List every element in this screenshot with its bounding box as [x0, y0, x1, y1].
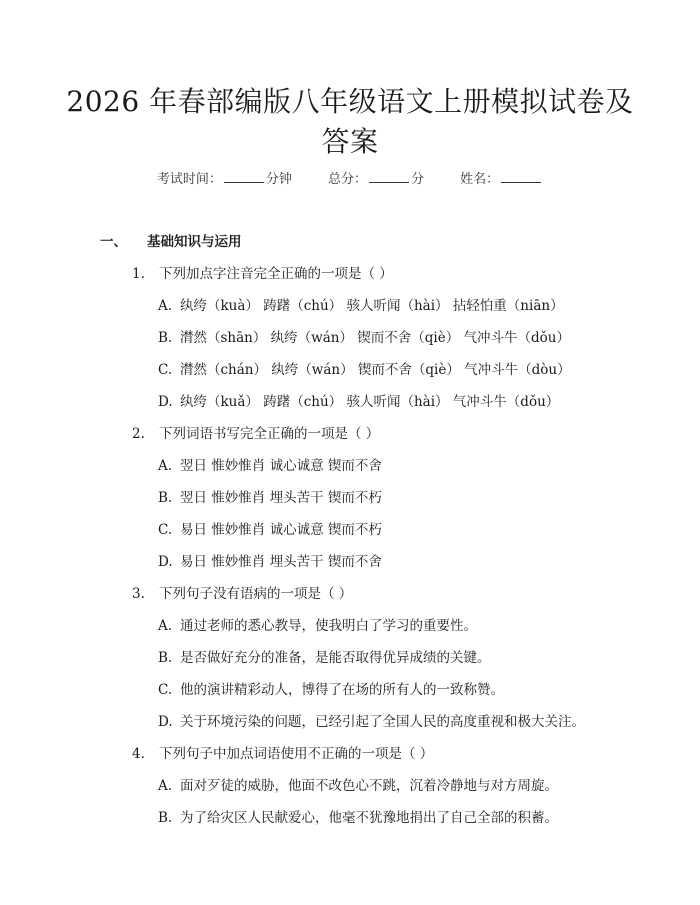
student-name-field — [460, 168, 543, 187]
option-text: 潸然（chán） 纨绔（wán） 锲而不舍（qiè） 气冲斗牛（dòu） — [180, 362, 571, 378]
option-label: C. — [158, 522, 173, 538]
exam-time-field — [157, 168, 292, 187]
option-text: 是否做好充分的准备，是能否取得优异成绩的关键。 — [180, 650, 491, 666]
question-3 — [132, 582, 352, 602]
question-text: 下列加点字注音完全正确的一项是（ ） — [159, 266, 393, 282]
question-4-option-a — [158, 774, 558, 794]
student-name-blank — [501, 170, 541, 183]
question-text: 下列词语书写完全正确的一项是（ ） — [159, 426, 380, 442]
question-4-option-b — [158, 806, 558, 826]
option-label: C. — [158, 362, 173, 378]
option-text: 易日 惟妙惟肖 埋头苦干 锲而不舍 — [180, 554, 382, 570]
total-score-label: 总分： — [327, 172, 367, 187]
exam-time-unit: 分钟 — [265, 172, 292, 187]
exam-time-blank — [224, 170, 264, 183]
total-score-blank — [369, 170, 409, 183]
question-1-option-d — [158, 390, 559, 410]
option-text: 为了给灾区人民献爱心，他毫不犹豫地捐出了自己全部的积蓄。 — [180, 810, 558, 826]
section-heading — [100, 230, 242, 250]
option-label: A. — [158, 298, 173, 314]
option-label: B. — [158, 490, 173, 506]
question-1-option-a — [158, 294, 564, 314]
question-2-option-d — [158, 550, 382, 570]
option-label: B. — [158, 650, 173, 666]
total-score-unit: 分 — [411, 172, 425, 187]
option-label: D. — [158, 714, 173, 730]
option-label: B. — [158, 330, 173, 346]
option-text: 关于环境污染的问题，已经引起了全国人民的高度重视和极大关注。 — [180, 714, 585, 730]
option-text: 翌日 惟妙惟肖 诚心诚意 锲而不舍 — [180, 458, 382, 474]
question-number: 1. — [132, 266, 145, 282]
total-score-field — [328, 168, 424, 187]
exam-info-row — [0, 168, 700, 187]
exam-title-line1: 2026 年春部编版八年级语文上册模拟试卷及 — [66, 85, 634, 118]
exam-time-label: 考试时间： — [156, 172, 222, 187]
option-label: C. — [158, 682, 173, 698]
question-text: 下列句子没有语病的一项是（ ） — [159, 586, 353, 602]
question-number: 4. — [132, 746, 145, 762]
option-label: D. — [158, 554, 173, 570]
option-text: 纨绔（kuà） 踌躇（chú） 骇人听闻（hài） 拈轻怕重（niān） — [180, 298, 564, 314]
question-3-option-b — [158, 646, 491, 666]
option-text: 他的演讲精彩动人，博得了在场的所有人的一致称赞。 — [180, 682, 504, 698]
question-4 — [132, 742, 433, 762]
option-text: 翌日 惟妙惟肖 埋头苦干 锲而不朽 — [180, 490, 382, 506]
option-text: 易日 惟妙惟肖 诚心诚意 锲而不朽 — [180, 522, 382, 538]
question-2-option-b — [158, 486, 382, 506]
option-label: A. — [158, 778, 173, 794]
exam-title-line2: 答案 — [321, 125, 379, 158]
question-3-option-c — [158, 678, 504, 698]
option-label: A. — [158, 458, 173, 474]
question-2 — [132, 422, 379, 442]
section-number: 一、 — [100, 234, 127, 250]
question-text: 下列句子中加点词语使用不正确的一项是（ ） — [159, 746, 434, 762]
question-1-option-c — [158, 358, 571, 378]
option-label: D. — [158, 394, 173, 410]
question-number: 2. — [132, 426, 145, 442]
question-1-option-b — [158, 326, 570, 346]
question-3-option-d — [158, 710, 585, 730]
option-text: 面对歹徒的威胁，他面不改色心不跳，沉着冷静地与对方周旋。 — [180, 778, 558, 794]
question-3-option-a — [158, 614, 477, 634]
question-1 — [132, 262, 393, 282]
option-text: 纨绔（kuǎ） 踌躇（chú） 骇人听闻（hài） 气冲斗牛（dǒu） — [180, 394, 560, 410]
option-label: A. — [158, 618, 173, 634]
question-2-option-c — [158, 518, 382, 538]
student-name-label: 姓名： — [460, 172, 500, 187]
exam-title — [60, 82, 640, 162]
question-number: 3. — [132, 586, 145, 602]
option-text: 通过老师的悉心教导，使我明白了学习的重要性。 — [180, 618, 477, 634]
section-title: 基础知识与运用 — [147, 234, 242, 250]
question-2-option-a — [158, 454, 382, 474]
option-text: 潸然（shān） 纨绔（wán） 锲而不舍（qiè） 气冲斗牛（dǒu） — [180, 330, 570, 346]
option-label: B. — [158, 810, 173, 826]
